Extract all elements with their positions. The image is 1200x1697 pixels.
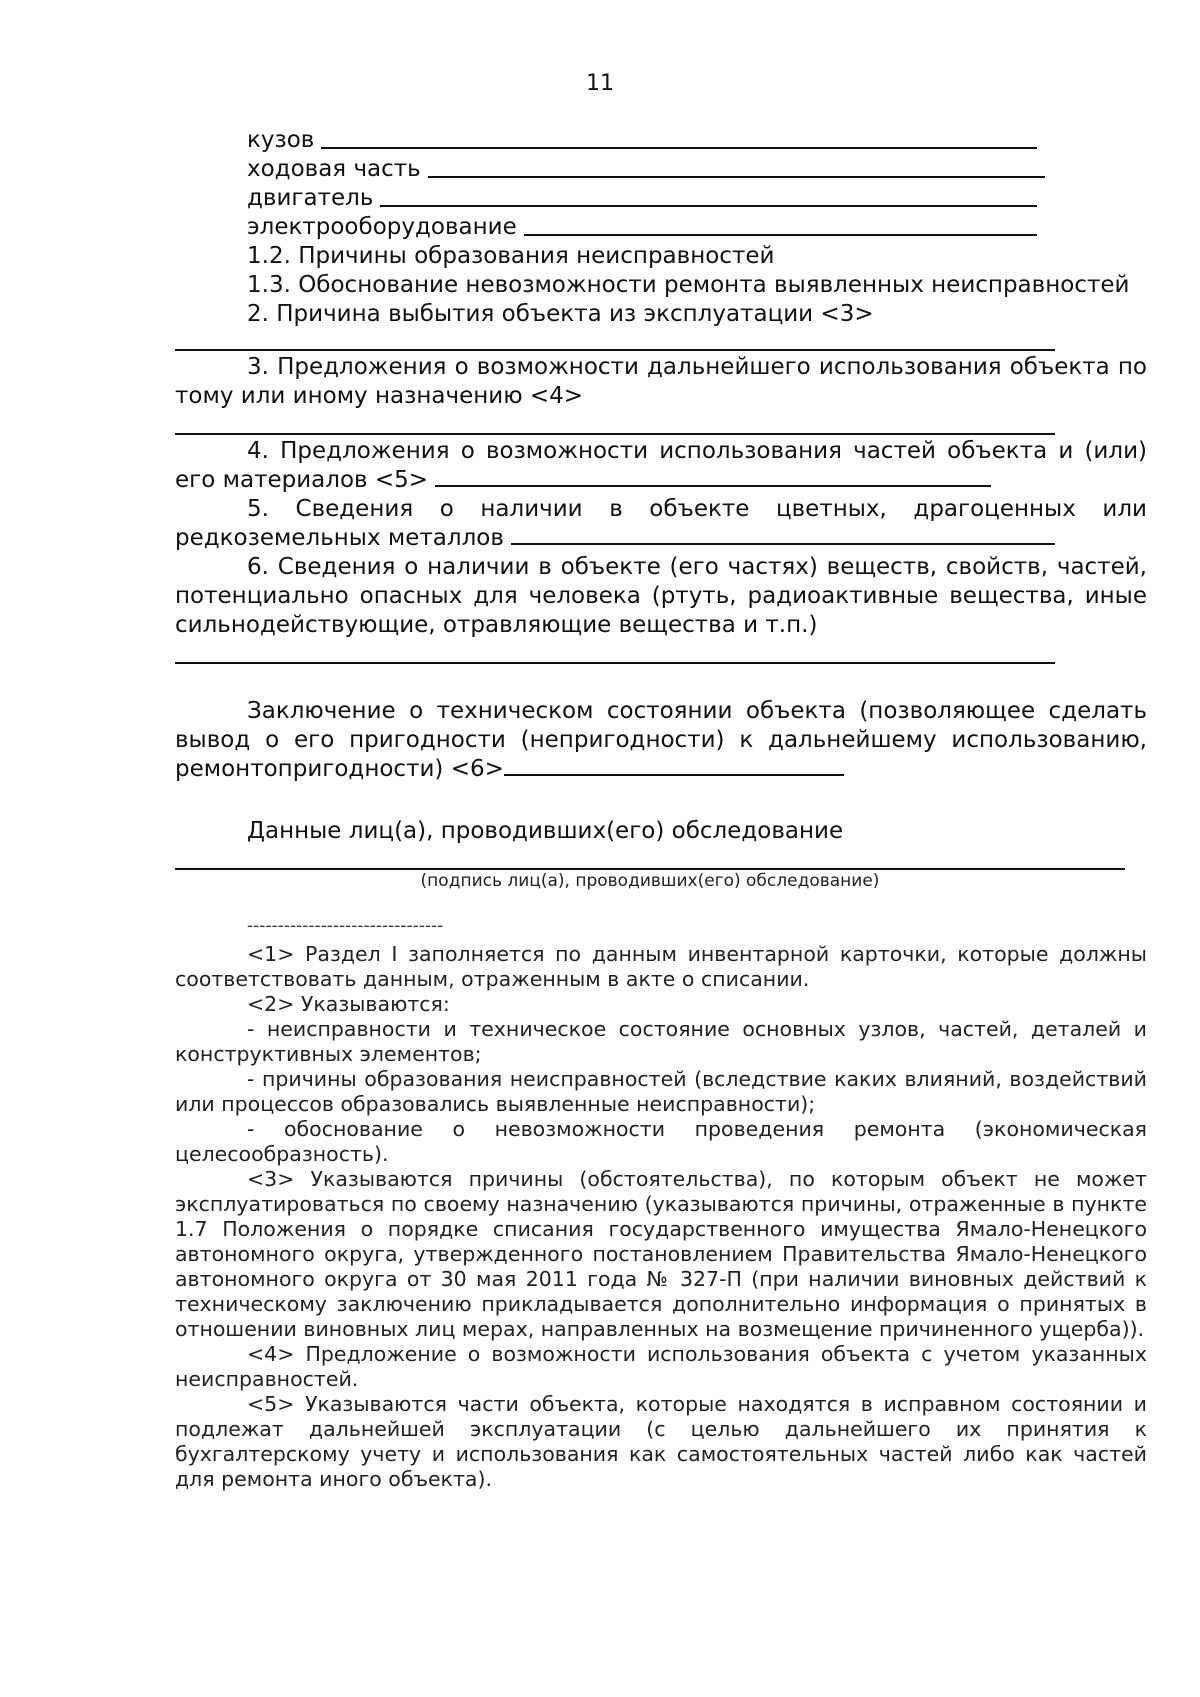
field-label: двигатель (247, 185, 374, 211)
document-body (175, 126, 1147, 1492)
item-6-fill-line[interactable] (175, 662, 1055, 664)
footnote-2: <2> Указываются: (247, 992, 450, 1016)
signature-caption: (подпись лиц(а), проводивших(его) обследование) (420, 871, 880, 891)
item-1-2: 1.2. Причины образования неисправностей (247, 243, 775, 269)
item-4-text: 4. Предложения о возможности использования частей объекта и (или) его материалов <5> (175, 438, 1147, 493)
field-electro (175, 213, 1037, 242)
footnote-4: <4> Предложение о возможности использования объекта с учетом указанных неисправностей. (175, 1342, 1147, 1391)
item-6: 6. Сведения о наличии в объекте (его частях) веществ, свойств, частей, потенциально опасных для человека (ртуть, радиоактивные вещества, иные сильнодействующие, отравляющие вещества и т.п.) (175, 554, 1147, 638)
item-3-fill-line[interactable] (175, 433, 1055, 435)
fill-line[interactable] (321, 127, 1037, 149)
item-4-fill-line[interactable] (435, 483, 991, 487)
footnote-5: <5> Указываются части объекта, которые находятся в исправном состоянии и подлежат дальнейшей эксплуатации (с целью дальнейшего их принятия к бухгалтерскому учету и использования как самостоятельных частей либо как частей для ремонта иного объекта). (175, 1392, 1147, 1491)
item-2-fill-line[interactable] (175, 349, 1055, 351)
item-5-text: 5. Сведения о наличии в объекте цветных, драгоценных или редкоземельных металлов (175, 496, 1147, 551)
item-4 (175, 437, 1147, 495)
field-label: ходовая часть (247, 156, 421, 182)
field-label: кузов (247, 127, 315, 153)
footnote-3: <3> Указываются причины (обстоятельства), по которым объект не может эксплуатироваться по своему назначению (указываются причины, отраженные в пункте 1.7 Положения о порядке списания государственного имущества Ямало-Ненецкого автономного округа, утвержденного постановлением Правительства Ямало-Ненецкого автономного округа от 30 мая 2011 года № 327-П (при наличии виновных действий к техническому заключению прикладывается дополнительно информация о принятых в отношении виновных лиц мерах, направленных на возмещение причиненного ущерба)). (175, 1167, 1147, 1341)
footnotes (175, 942, 1147, 1492)
footnote-2c: - обоснование о невозможности проведения ремонта (экономическая целесообразность). (175, 1117, 1147, 1166)
field-hodovaya (175, 155, 1045, 184)
conclusion-text: Заключение о техническом состоянии объекта (позволяющее сделать вывод о его пригодности (непригодности) к дальнейшему использованию, ремонтопригодности) <6> (175, 698, 1147, 782)
item-5 (175, 495, 1147, 553)
footnote-separator: -------------------------------- (247, 916, 444, 936)
item-2: 2. Причина выбытия объекта из эксплуатации <3> (247, 301, 874, 327)
field-kuzov (175, 126, 1037, 155)
page-number: 11 (586, 71, 614, 96)
persons-heading: Данные лиц(а), проводивших(его) обследование (247, 818, 844, 844)
item-3: 3. Предложения о возможности дальнейшего использования объекта по тому или иному назначению <4> (175, 354, 1147, 409)
conclusion (175, 697, 1147, 784)
fill-line[interactable] (380, 185, 1037, 207)
item-5-fill-line[interactable] (511, 541, 1055, 545)
field-label: электрооборудование (247, 214, 517, 240)
footnote-2b: - причины образования неисправностей (вследствие каких влияний, воздействий или процессов образовались выявленные неисправности); (175, 1067, 1147, 1116)
field-dvigatel (175, 184, 1037, 213)
footnote-2a: - неисправности и техническое состояние основных узлов, частей, деталей и конструктивных элементов; (175, 1017, 1147, 1066)
footnote-1: <1> Раздел I заполняется по данным инвентарной карточки, которые должны соответствовать данным, отраженным в акте о списании. (175, 942, 1147, 991)
conclusion-fill-line[interactable] (504, 772, 844, 776)
fill-line[interactable] (428, 156, 1045, 178)
fill-line[interactable] (524, 214, 1037, 236)
item-1-3: 1.3. Обоснование невозможности ремонта выявленных неисправностей (247, 272, 1130, 298)
